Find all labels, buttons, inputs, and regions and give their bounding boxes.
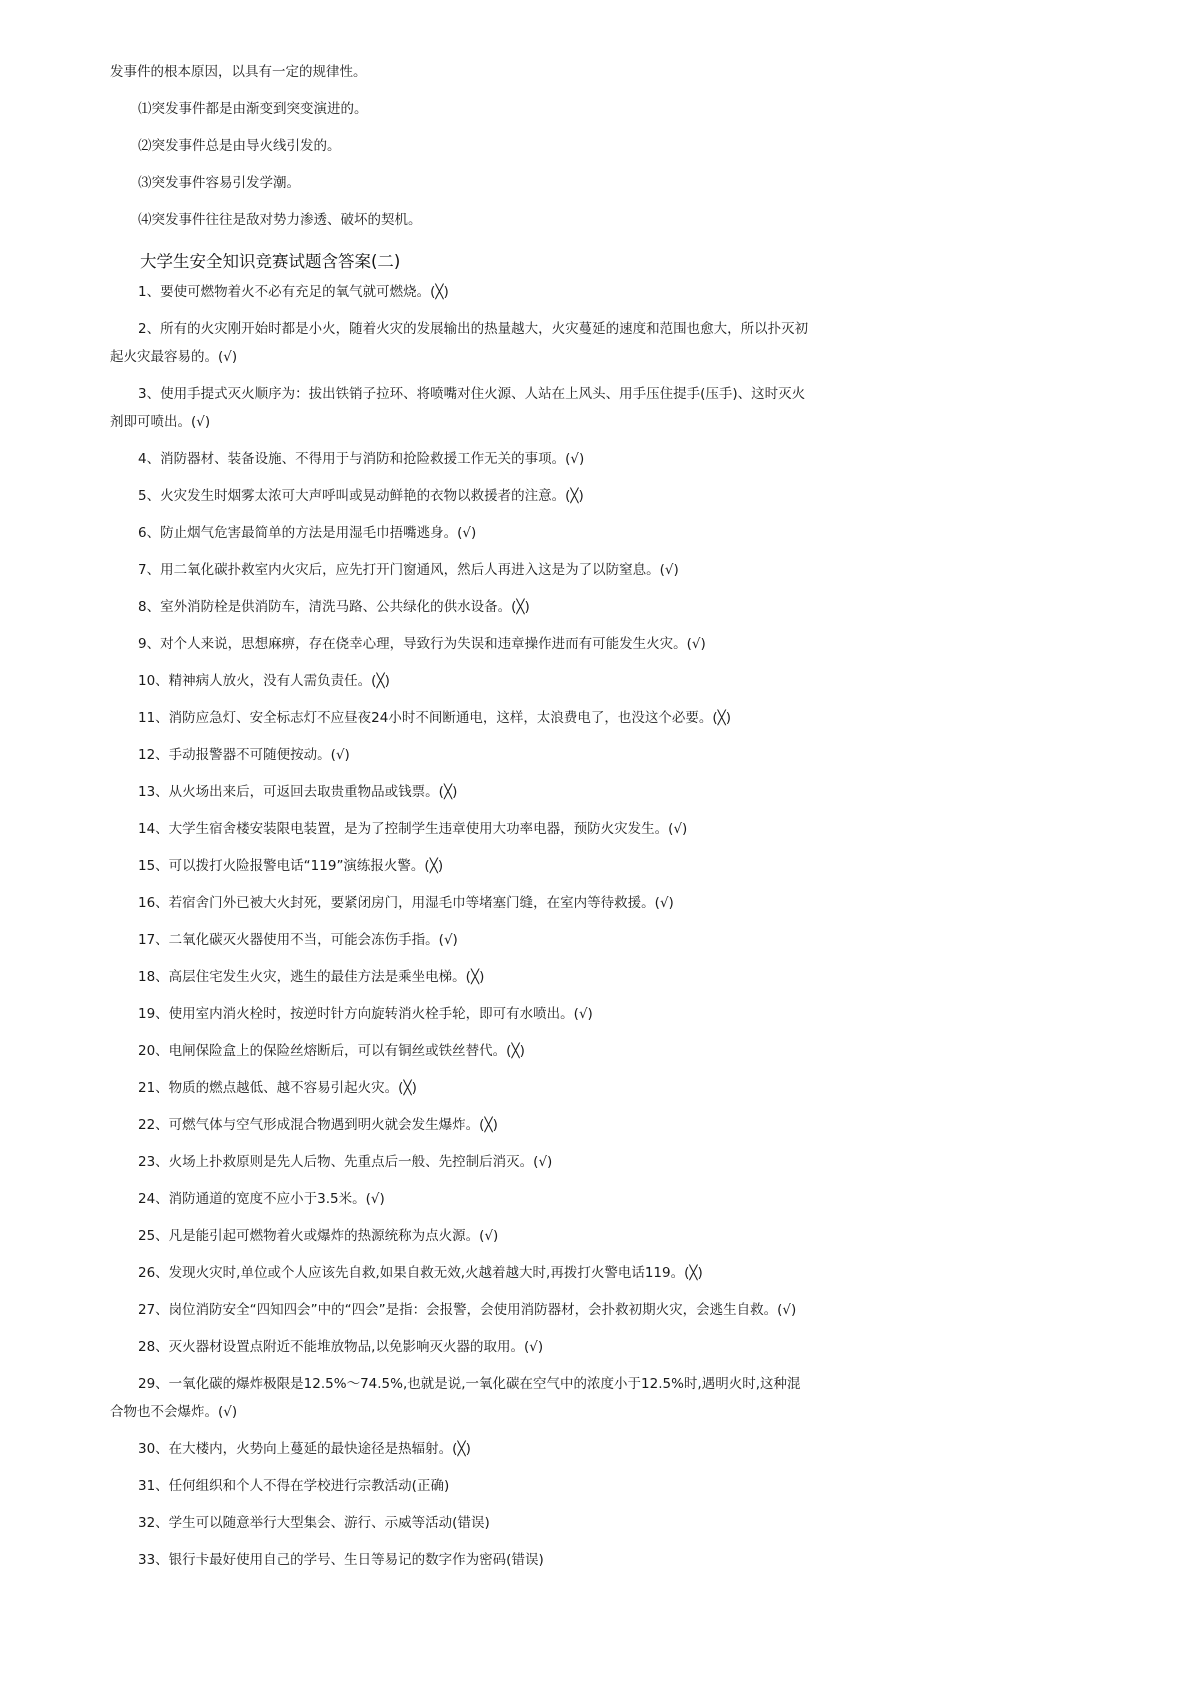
question-item: 27、岗位消防安全“四知四会”中的“四会”是指：会报警，会使用消防器材，会扑救初期火灾，会逃生自救。(√) — [138, 1302, 797, 1318]
question-item: 8、室外消防栓是供消防车，清洗马路、公共绿化的供水设备。(╳) — [138, 599, 530, 615]
question-item: 9、对个人来说，思想麻痹，存在侥幸心理，导致行为失误和违章操作进而有可能发生火灾。(√) — [138, 636, 706, 652]
question-item: 4、消防器材、装备设施、不得用于与消防和抢险救援工作无关的事项。(√) — [138, 451, 585, 467]
question-item: 7、用二氧化碳扑救室内火灾后，应先打开门窗通风，然后人再进入这是为了以防窒息。(√) — [138, 562, 679, 578]
question-item: 28、灭火器材设置点附近不能堆放物品,以免影响灭火器的取用。(√) — [138, 1339, 544, 1355]
document-body — [110, 58, 810, 1583]
question-item: 21、物质的燃点越低、越不容易引起火灾。(╳) — [138, 1080, 417, 1096]
question-item: 14、大学生宿舍楼安装限电装置，是为了控制学生违章使用大功率电器，预防火灾发生。(√) — [138, 821, 688, 837]
question-item: 11、消防应急灯、安全标志灯不应昼夜24小时不间断通电，这样，太浪费电了，也没这个必要。(╳) — [138, 710, 732, 726]
intro-item: ⑴突发事件都是由渐变到突变演进的。 — [138, 101, 368, 117]
question-item: 24、消防通道的宽度不应小于3.5米。(√) — [138, 1191, 385, 1207]
question-item: 3、使用手提式灭火顺序为：拔出铁销子拉环、将喷嘴对住火源、人站在上风头、用手压住提手(压手)、这时灭火剂即可喷出。(√) — [110, 386, 806, 430]
question-item: 20、电闸保险盒上的保险丝熔断后，可以有铜丝或铁丝替代。(╳) — [138, 1043, 525, 1059]
question-item: 32、学生可以随意举行大型集会、游行、示威等活动(错误) — [138, 1515, 490, 1531]
question-item: 17、二氧化碳灭火器使用不当，可能会冻伤手指。(√) — [138, 932, 458, 948]
question-item: 23、火场上扑救原则是先人后物、先重点后一般、先控制后消灭。(√) — [138, 1154, 553, 1170]
question-item: 18、高层住宅发生火灾，逃生的最佳方法是乘坐电梯。(╳) — [138, 969, 485, 985]
question-item: 10、精神病人放火，没有人需负责任。(╳) — [138, 673, 390, 689]
intro-item: ⑷突发事件往往是敌对势力渗透、破坏的契机。 — [138, 212, 422, 228]
question-item: 6、防止烟气危害最简单的方法是用湿毛巾捂嘴逃身。(√) — [138, 525, 477, 541]
question-item: 26、发现火灾时,单位或个人应该先自救,如果自救无效,火越着越大时,再拨打火警电话119。(╳) — [138, 1265, 703, 1281]
question-item: 16、若宿舍门外已被大火封死，要紧闭房门，用湿毛巾等堵塞门缝，在室内等待救援。(√) — [138, 895, 674, 911]
question-list — [110, 278, 810, 1574]
question-item: 2、所有的火灾刚开始时都是小火，随着火灾的发展输出的热量越大，火灾蔓延的速度和范围也愈大，所以扑灭初起火灾最容易的。(√) — [110, 321, 809, 365]
question-item: 22、可燃气体与空气形成混合物遇到明火就会发生爆炸。(╳) — [138, 1117, 498, 1133]
question-item: 19、使用室内消火栓时，按逆时针方向旋转消火栓手轮，即可有水喷出。(√) — [138, 1006, 593, 1022]
question-item: 25、凡是能引起可燃物着火或爆炸的热源统称为点火源。(√) — [138, 1228, 499, 1244]
question-item: 1、要使可燃物着火不必有充足的氧气就可燃烧。(╳) — [138, 284, 449, 300]
question-item: 5、火灾发生时烟雾太浓可大声呼叫或晃动鲜艳的衣物以救援者的注意。(╳) — [138, 488, 584, 504]
question-item: 31、任何组织和个人不得在学校进行宗教活动(正确) — [138, 1478, 450, 1494]
intro-continuation: 发事件的根本原因，以具有一定的规律性。 — [110, 64, 367, 80]
question-item: 13、从火场出来后，可返回去取贵重物品或钱票。(╳) — [138, 784, 458, 800]
question-item: 12、手动报警器不可随便按动。(√) — [138, 747, 350, 763]
question-item: 30、在大楼内，火势向上蔓延的最快途径是热辐射。(╳) — [138, 1441, 471, 1457]
question-item: 33、银行卡最好使用自己的学号、生日等易记的数字作为密码(错误) — [138, 1552, 544, 1568]
question-item: 29、一氧化碳的爆炸极限是12.5%～74.5%,也就是说,一氧化碳在空气中的浓度小于12.5%时,遇明火时,这种混合物也不会爆炸。(√) — [110, 1376, 801, 1420]
intro-item: ⑵突发事件总是由导火线引发的。 — [138, 138, 341, 154]
intro-item: ⑶突发事件容易引发学潮。 — [138, 175, 300, 191]
question-item: 15、可以拨打火险报警电话“119”演练报火警。(╳) — [138, 858, 444, 874]
section-heading: 大学生安全知识竞赛试题含答案(二) — [140, 252, 401, 271]
